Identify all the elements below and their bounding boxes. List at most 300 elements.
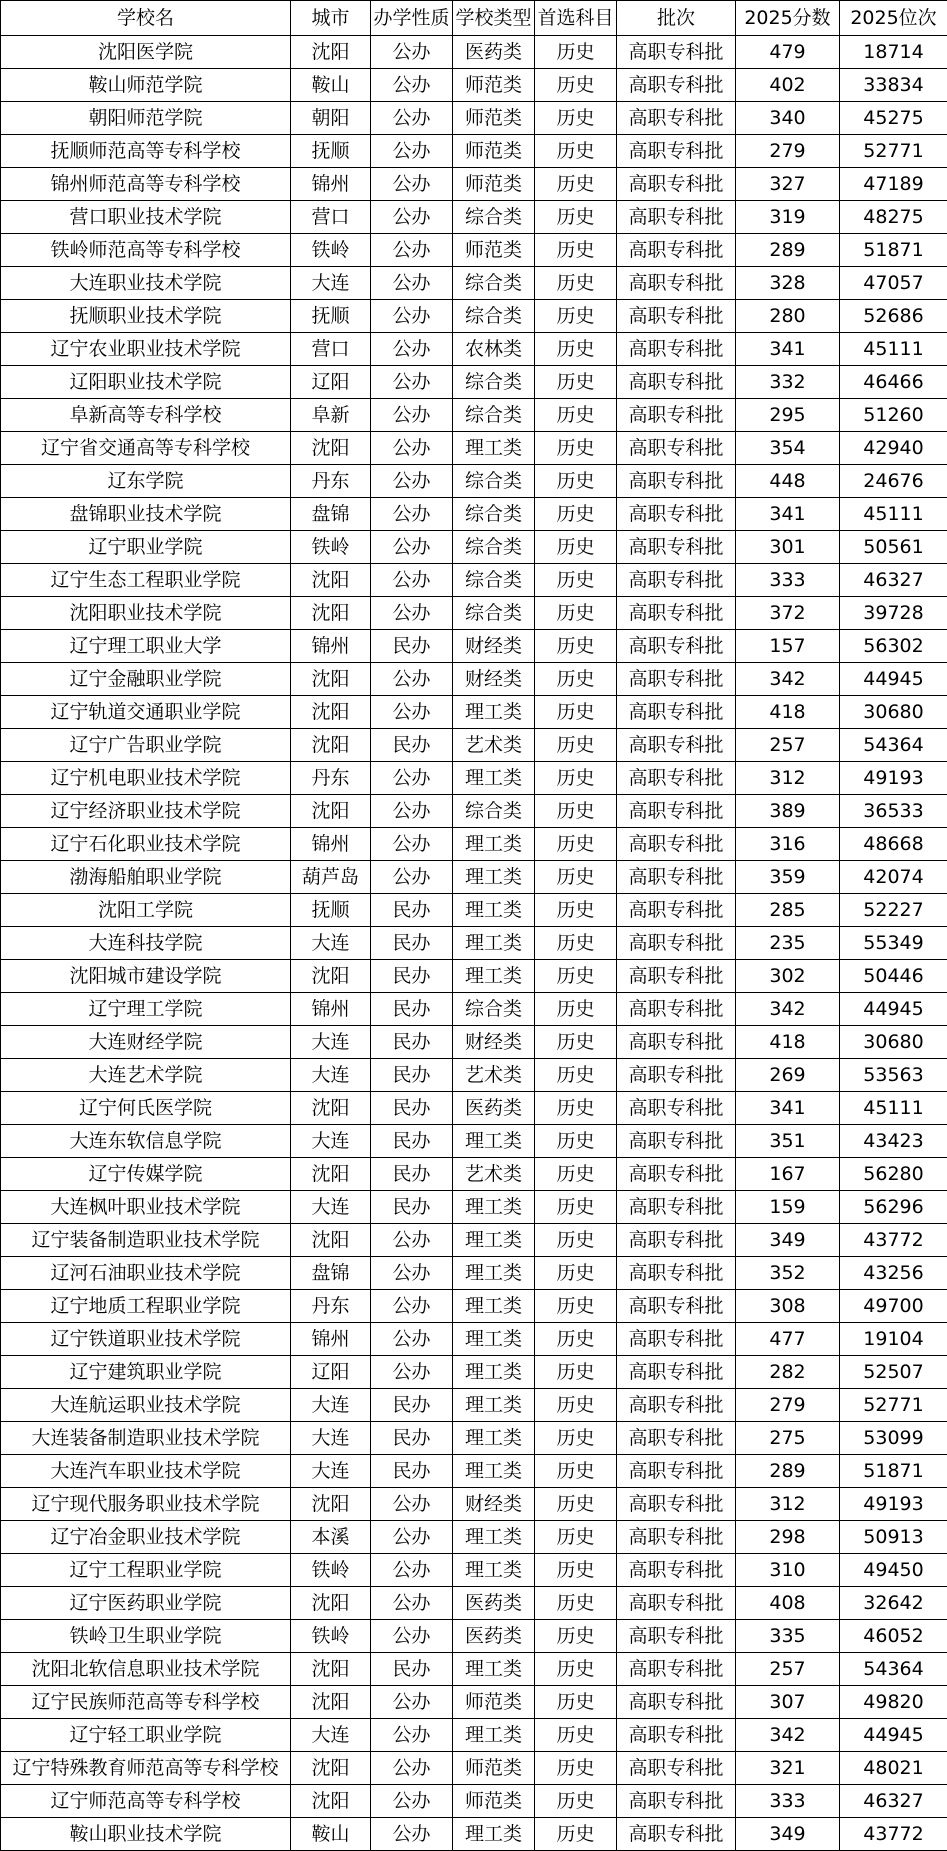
cell-first-subject: 历史: [535, 498, 617, 531]
cell-school-nature: 民办: [371, 1026, 453, 1059]
table-row: [1, 1389, 947, 1422]
cell-first-subject: 历史: [535, 1290, 617, 1323]
table-row: [1, 300, 947, 333]
cell-school-nature: 公办: [371, 432, 453, 465]
cell-first-subject: 历史: [535, 1521, 617, 1554]
cell-school-type: 综合类: [453, 465, 535, 498]
cell-school-nature: 公办: [371, 1686, 453, 1719]
cell-school-nature: 公办: [371, 1785, 453, 1818]
cell-score-2025: 235: [736, 927, 840, 960]
cell-batch: 高职专科批: [617, 795, 736, 828]
cell-rank-2025: 52771: [840, 135, 947, 168]
cell-school-type: 艺术类: [453, 1158, 535, 1191]
cell-score-2025: 257: [736, 1653, 840, 1686]
cell-first-subject: 历史: [535, 1158, 617, 1191]
cell-school-type: 理工类: [453, 960, 535, 993]
cell-score-2025: 359: [736, 861, 840, 894]
cell-school-type: 师范类: [453, 1752, 535, 1785]
cell-school-name: 抚顺职业技术学院: [1, 300, 291, 333]
cell-batch: 高职专科批: [617, 1125, 736, 1158]
cell-school-name: 阜新高等专科学校: [1, 399, 291, 432]
cell-batch: 高职专科批: [617, 168, 736, 201]
table-row: [1, 1158, 947, 1191]
cell-school-nature: 公办: [371, 201, 453, 234]
cell-school-type: 综合类: [453, 399, 535, 432]
cell-city: 抚顺: [291, 894, 371, 927]
cell-first-subject: 历史: [535, 1092, 617, 1125]
cell-score-2025: 279: [736, 135, 840, 168]
cell-school-type: 理工类: [453, 696, 535, 729]
cell-school-nature: 公办: [371, 135, 453, 168]
cell-batch: 高职专科批: [617, 1653, 736, 1686]
cell-school-name: 辽宁冶金职业技术学院: [1, 1521, 291, 1554]
table-row: [1, 1653, 947, 1686]
cell-score-2025: 298: [736, 1521, 840, 1554]
cell-first-subject: 历史: [535, 1323, 617, 1356]
table-body: [1, 36, 947, 1851]
cell-rank-2025: 43772: [840, 1224, 947, 1257]
table-row: [1, 630, 947, 663]
cell-school-nature: 公办: [371, 498, 453, 531]
cell-batch: 高职专科批: [617, 201, 736, 234]
cell-first-subject: 历史: [535, 1488, 617, 1521]
cell-rank-2025: 48668: [840, 828, 947, 861]
cell-score-2025: 341: [736, 498, 840, 531]
cell-rank-2025: 56296: [840, 1191, 947, 1224]
cell-school-type: 医药类: [453, 1620, 535, 1653]
table-row: [1, 333, 947, 366]
cell-batch: 高职专科批: [617, 135, 736, 168]
cell-score-2025: 352: [736, 1257, 840, 1290]
cell-city: 辽阳: [291, 1356, 371, 1389]
cell-school-nature: 公办: [371, 1224, 453, 1257]
cell-school-type: 财经类: [453, 663, 535, 696]
cell-school-nature: 公办: [371, 1290, 453, 1323]
cell-batch: 高职专科批: [617, 1323, 736, 1356]
cell-first-subject: 历史: [535, 564, 617, 597]
cell-city: 沈阳: [291, 597, 371, 630]
cell-rank-2025: 56302: [840, 630, 947, 663]
cell-first-subject: 历史: [535, 1719, 617, 1752]
cell-first-subject: 历史: [535, 1125, 617, 1158]
cell-city: 盘锦: [291, 498, 371, 531]
cell-school-type: 财经类: [453, 630, 535, 663]
cell-school-nature: 民办: [371, 927, 453, 960]
table-row: [1, 168, 947, 201]
cell-score-2025: 159: [736, 1191, 840, 1224]
cell-school-type: 理工类: [453, 927, 535, 960]
cell-score-2025: 349: [736, 1224, 840, 1257]
cell-school-type: 理工类: [453, 1521, 535, 1554]
cell-score-2025: 333: [736, 564, 840, 597]
cell-rank-2025: 56280: [840, 1158, 947, 1191]
cell-batch: 高职专科批: [617, 1224, 736, 1257]
table-row: [1, 531, 947, 564]
cell-school-nature: 民办: [371, 894, 453, 927]
cell-city: 丹东: [291, 1290, 371, 1323]
cell-city: 盘锦: [291, 1257, 371, 1290]
cell-school-name: 辽宁工程职业学院: [1, 1554, 291, 1587]
cell-rank-2025: 30680: [840, 1026, 947, 1059]
cell-score-2025: 316: [736, 828, 840, 861]
cell-rank-2025: 51871: [840, 1455, 947, 1488]
cell-school-nature: 公办: [371, 828, 453, 861]
table-row: [1, 762, 947, 795]
cell-first-subject: 历史: [535, 1554, 617, 1587]
cell-school-name: 辽宁轻工职业学院: [1, 1719, 291, 1752]
cell-first-subject: 历史: [535, 135, 617, 168]
table-row: [1, 1191, 947, 1224]
cell-batch: 高职专科批: [617, 663, 736, 696]
table-row: [1, 564, 947, 597]
header-2025-rank: 2025位次: [840, 1, 947, 36]
table-row: [1, 432, 947, 465]
table-row: [1, 1752, 947, 1785]
cell-score-2025: 351: [736, 1125, 840, 1158]
cell-score-2025: 269: [736, 1059, 840, 1092]
cell-rank-2025: 49820: [840, 1686, 947, 1719]
cell-batch: 高职专科批: [617, 993, 736, 1026]
cell-batch: 高职专科批: [617, 1059, 736, 1092]
cell-school-nature: 公办: [371, 69, 453, 102]
cell-city: 大连: [291, 927, 371, 960]
cell-school-nature: 公办: [371, 333, 453, 366]
cell-score-2025: 307: [736, 1686, 840, 1719]
cell-school-type: 理工类: [453, 1818, 535, 1851]
cell-school-nature: 民办: [371, 993, 453, 1026]
cell-batch: 高职专科批: [617, 1455, 736, 1488]
cell-first-subject: 历史: [535, 69, 617, 102]
cell-rank-2025: 43772: [840, 1818, 947, 1851]
cell-school-type: 理工类: [453, 432, 535, 465]
cell-city: 铁岭: [291, 531, 371, 564]
cell-batch: 高职专科批: [617, 102, 736, 135]
cell-school-name: 辽宁现代服务职业技术学院: [1, 1488, 291, 1521]
cell-score-2025: 295: [736, 399, 840, 432]
cell-score-2025: 342: [736, 1719, 840, 1752]
cell-city: 沈阳: [291, 1653, 371, 1686]
table-row: [1, 1455, 947, 1488]
cell-batch: 高职专科批: [617, 1488, 736, 1521]
cell-school-name: 辽宁传媒学院: [1, 1158, 291, 1191]
cell-school-nature: 民办: [371, 960, 453, 993]
cell-school-name: 盘锦职业技术学院: [1, 498, 291, 531]
cell-batch: 高职专科批: [617, 1620, 736, 1653]
cell-score-2025: 275: [736, 1422, 840, 1455]
header-school-name: 学校名: [1, 1, 291, 36]
table-row: [1, 399, 947, 432]
table-row: [1, 1257, 947, 1290]
cell-first-subject: 历史: [535, 1653, 617, 1686]
table-row: [1, 795, 947, 828]
cell-school-nature: 公办: [371, 366, 453, 399]
cell-rank-2025: 32642: [840, 1587, 947, 1620]
cell-school-name: 大连枫叶职业技术学院: [1, 1191, 291, 1224]
cell-first-subject: 历史: [535, 300, 617, 333]
cell-school-name: 沈阳职业技术学院: [1, 597, 291, 630]
cell-city: 本溪: [291, 1521, 371, 1554]
cell-rank-2025: 50913: [840, 1521, 947, 1554]
cell-first-subject: 历史: [535, 102, 617, 135]
cell-school-nature: 公办: [371, 1554, 453, 1587]
cell-batch: 高职专科批: [617, 432, 736, 465]
cell-school-type: 理工类: [453, 1323, 535, 1356]
cell-rank-2025: 24676: [840, 465, 947, 498]
cell-school-type: 综合类: [453, 498, 535, 531]
cell-school-nature: 公办: [371, 1620, 453, 1653]
cell-batch: 高职专科批: [617, 234, 736, 267]
cell-first-subject: 历史: [535, 234, 617, 267]
cell-city: 营口: [291, 333, 371, 366]
cell-rank-2025: 43256: [840, 1257, 947, 1290]
cell-score-2025: 321: [736, 1752, 840, 1785]
cell-score-2025: 354: [736, 432, 840, 465]
header-row: [1, 1, 947, 36]
cell-rank-2025: 46327: [840, 1785, 947, 1818]
cell-rank-2025: 18714: [840, 36, 947, 69]
table-row: [1, 1092, 947, 1125]
cell-school-nature: 民办: [371, 1389, 453, 1422]
cell-city: 大连: [291, 1125, 371, 1158]
cell-batch: 高职专科批: [617, 1158, 736, 1191]
cell-school-name: 沈阳医学院: [1, 36, 291, 69]
cell-batch: 高职专科批: [617, 1818, 736, 1851]
table-row: [1, 696, 947, 729]
cell-school-type: 综合类: [453, 597, 535, 630]
cell-school-type: 师范类: [453, 168, 535, 201]
table-row: [1, 927, 947, 960]
cell-school-name: 大连职业技术学院: [1, 267, 291, 300]
cell-city: 大连: [291, 1719, 371, 1752]
cell-batch: 高职专科批: [617, 1554, 736, 1587]
table-row: [1, 1422, 947, 1455]
cell-score-2025: 402: [736, 69, 840, 102]
cell-school-nature: 民办: [371, 1422, 453, 1455]
cell-batch: 高职专科批: [617, 1191, 736, 1224]
table-row: [1, 1323, 947, 1356]
cell-rank-2025: 51871: [840, 234, 947, 267]
cell-score-2025: 342: [736, 663, 840, 696]
cell-score-2025: 279: [736, 1389, 840, 1422]
cell-rank-2025: 30680: [840, 696, 947, 729]
cell-batch: 高职专科批: [617, 36, 736, 69]
cell-city: 沈阳: [291, 1224, 371, 1257]
cell-score-2025: 302: [736, 960, 840, 993]
cell-score-2025: 319: [736, 201, 840, 234]
cell-batch: 高职专科批: [617, 1422, 736, 1455]
cell-school-type: 财经类: [453, 1488, 535, 1521]
cell-school-nature: 公办: [371, 399, 453, 432]
cell-rank-2025: 54364: [840, 1653, 947, 1686]
cell-city: 锦州: [291, 993, 371, 1026]
table-row: [1, 465, 947, 498]
cell-score-2025: 328: [736, 267, 840, 300]
cell-first-subject: 历史: [535, 531, 617, 564]
cell-batch: 高职专科批: [617, 762, 736, 795]
table-row: [1, 1620, 947, 1653]
cell-rank-2025: 52686: [840, 300, 947, 333]
cell-school-name: 鞍山职业技术学院: [1, 1818, 291, 1851]
table-row: [1, 135, 947, 168]
cell-first-subject: 历史: [535, 1389, 617, 1422]
cell-school-type: 理工类: [453, 828, 535, 861]
cell-school-name: 沈阳工学院: [1, 894, 291, 927]
cell-rank-2025: 49700: [840, 1290, 947, 1323]
cell-school-nature: 民办: [371, 1455, 453, 1488]
cell-score-2025: 280: [736, 300, 840, 333]
table-row: [1, 234, 947, 267]
cell-first-subject: 历史: [535, 927, 617, 960]
cell-school-type: 师范类: [453, 1785, 535, 1818]
table-row: [1, 663, 947, 696]
cell-city: 鞍山: [291, 1818, 371, 1851]
table-row: [1, 828, 947, 861]
cell-school-nature: 民办: [371, 1158, 453, 1191]
cell-school-nature: 公办: [371, 1719, 453, 1752]
cell-score-2025: 332: [736, 366, 840, 399]
cell-school-type: 综合类: [453, 366, 535, 399]
cell-rank-2025: 39728: [840, 597, 947, 630]
cell-school-nature: 公办: [371, 1587, 453, 1620]
cell-city: 沈阳: [291, 1092, 371, 1125]
cell-batch: 高职专科批: [617, 1587, 736, 1620]
cell-rank-2025: 36533: [840, 795, 947, 828]
cell-batch: 高职专科批: [617, 927, 736, 960]
cell-batch: 高职专科批: [617, 828, 736, 861]
table-row: [1, 1686, 947, 1719]
cell-first-subject: 历史: [535, 1620, 617, 1653]
cell-school-name: 锦州师范高等专科学校: [1, 168, 291, 201]
cell-first-subject: 历史: [535, 663, 617, 696]
cell-score-2025: 289: [736, 234, 840, 267]
cell-city: 沈阳: [291, 663, 371, 696]
cell-school-type: 艺术类: [453, 729, 535, 762]
cell-city: 沈阳: [291, 1785, 371, 1818]
table-row: [1, 1356, 947, 1389]
cell-school-nature: 民办: [371, 1191, 453, 1224]
cell-rank-2025: 53563: [840, 1059, 947, 1092]
cell-city: 鞍山: [291, 69, 371, 102]
cell-score-2025: 301: [736, 531, 840, 564]
cell-batch: 高职专科批: [617, 1257, 736, 1290]
header-city: 城市: [291, 1, 371, 36]
cell-school-nature: 公办: [371, 795, 453, 828]
cell-score-2025: 418: [736, 1026, 840, 1059]
cell-school-name: 辽宁铁道职业技术学院: [1, 1323, 291, 1356]
cell-school-nature: 公办: [371, 663, 453, 696]
cell-school-nature: 公办: [371, 36, 453, 69]
cell-school-type: 理工类: [453, 861, 535, 894]
cell-school-name: 大连科技学院: [1, 927, 291, 960]
cell-rank-2025: 52227: [840, 894, 947, 927]
cell-school-type: 师范类: [453, 234, 535, 267]
cell-score-2025: 167: [736, 1158, 840, 1191]
cell-batch: 高职专科批: [617, 960, 736, 993]
cell-city: 沈阳: [291, 729, 371, 762]
cell-school-nature: 公办: [371, 102, 453, 135]
cell-first-subject: 历史: [535, 465, 617, 498]
cell-city: 抚顺: [291, 300, 371, 333]
table-row: [1, 1785, 947, 1818]
cell-school-nature: 民办: [371, 1653, 453, 1686]
cell-city: 沈阳: [291, 36, 371, 69]
cell-school-nature: 公办: [371, 861, 453, 894]
cell-city: 大连: [291, 1026, 371, 1059]
table-row: [1, 1719, 947, 1752]
cell-school-name: 辽阳职业技术学院: [1, 366, 291, 399]
cell-batch: 高职专科批: [617, 696, 736, 729]
cell-city: 沈阳: [291, 696, 371, 729]
cell-first-subject: 历史: [535, 894, 617, 927]
cell-city: 铁岭: [291, 1620, 371, 1653]
table-row: [1, 1488, 947, 1521]
cell-school-type: 师范类: [453, 1686, 535, 1719]
cell-city: 铁岭: [291, 1554, 371, 1587]
cell-city: 铁岭: [291, 234, 371, 267]
cell-batch: 高职专科批: [617, 267, 736, 300]
cell-school-nature: 公办: [371, 762, 453, 795]
table-row: [1, 498, 947, 531]
cell-batch: 高职专科批: [617, 1785, 736, 1818]
cell-batch: 高职专科批: [617, 1389, 736, 1422]
cell-school-nature: 公办: [371, 696, 453, 729]
cell-school-type: 师范类: [453, 69, 535, 102]
cell-school-name: 渤海船舶职业学院: [1, 861, 291, 894]
cell-school-name: 大连财经学院: [1, 1026, 291, 1059]
table-row: [1, 729, 947, 762]
cell-score-2025: 157: [736, 630, 840, 663]
cell-school-nature: 民办: [371, 1092, 453, 1125]
cell-school-name: 营口职业技术学院: [1, 201, 291, 234]
cell-rank-2025: 49450: [840, 1554, 947, 1587]
cell-first-subject: 历史: [535, 1455, 617, 1488]
cell-batch: 高职专科批: [617, 1521, 736, 1554]
cell-batch: 高职专科批: [617, 1686, 736, 1719]
cell-school-nature: 公办: [371, 465, 453, 498]
cell-batch: 高职专科批: [617, 366, 736, 399]
cell-first-subject: 历史: [535, 696, 617, 729]
cell-school-name: 辽宁师范高等专科学校: [1, 1785, 291, 1818]
cell-city: 葫芦岛: [291, 861, 371, 894]
cell-batch: 高职专科批: [617, 465, 736, 498]
cell-batch: 高职专科批: [617, 729, 736, 762]
cell-school-type: 理工类: [453, 1422, 535, 1455]
cell-batch: 高职专科批: [617, 1290, 736, 1323]
cell-city: 沈阳: [291, 1686, 371, 1719]
cell-school-type: 综合类: [453, 795, 535, 828]
cell-first-subject: 历史: [535, 1059, 617, 1092]
cell-school-nature: 公办: [371, 300, 453, 333]
cell-school-name: 辽宁何氏医学院: [1, 1092, 291, 1125]
cell-first-subject: 历史: [535, 1818, 617, 1851]
cell-city: 大连: [291, 1455, 371, 1488]
cell-school-name: 辽宁装备制造职业技术学院: [1, 1224, 291, 1257]
table-row: [1, 201, 947, 234]
cell-score-2025: 418: [736, 696, 840, 729]
cell-school-name: 辽宁生态工程职业学院: [1, 564, 291, 597]
cell-city: 沈阳: [291, 1488, 371, 1521]
header-school-type: 学校类型: [453, 1, 535, 36]
cell-first-subject: 历史: [535, 1191, 617, 1224]
cell-first-subject: 历史: [535, 1257, 617, 1290]
cell-batch: 高职专科批: [617, 1719, 736, 1752]
cell-school-type: 财经类: [453, 1026, 535, 1059]
cell-school-nature: 公办: [371, 531, 453, 564]
cell-school-name: 辽宁特殊教育师范高等专科学校: [1, 1752, 291, 1785]
cell-rank-2025: 46466: [840, 366, 947, 399]
cell-first-subject: 历史: [535, 960, 617, 993]
table-row: [1, 36, 947, 69]
